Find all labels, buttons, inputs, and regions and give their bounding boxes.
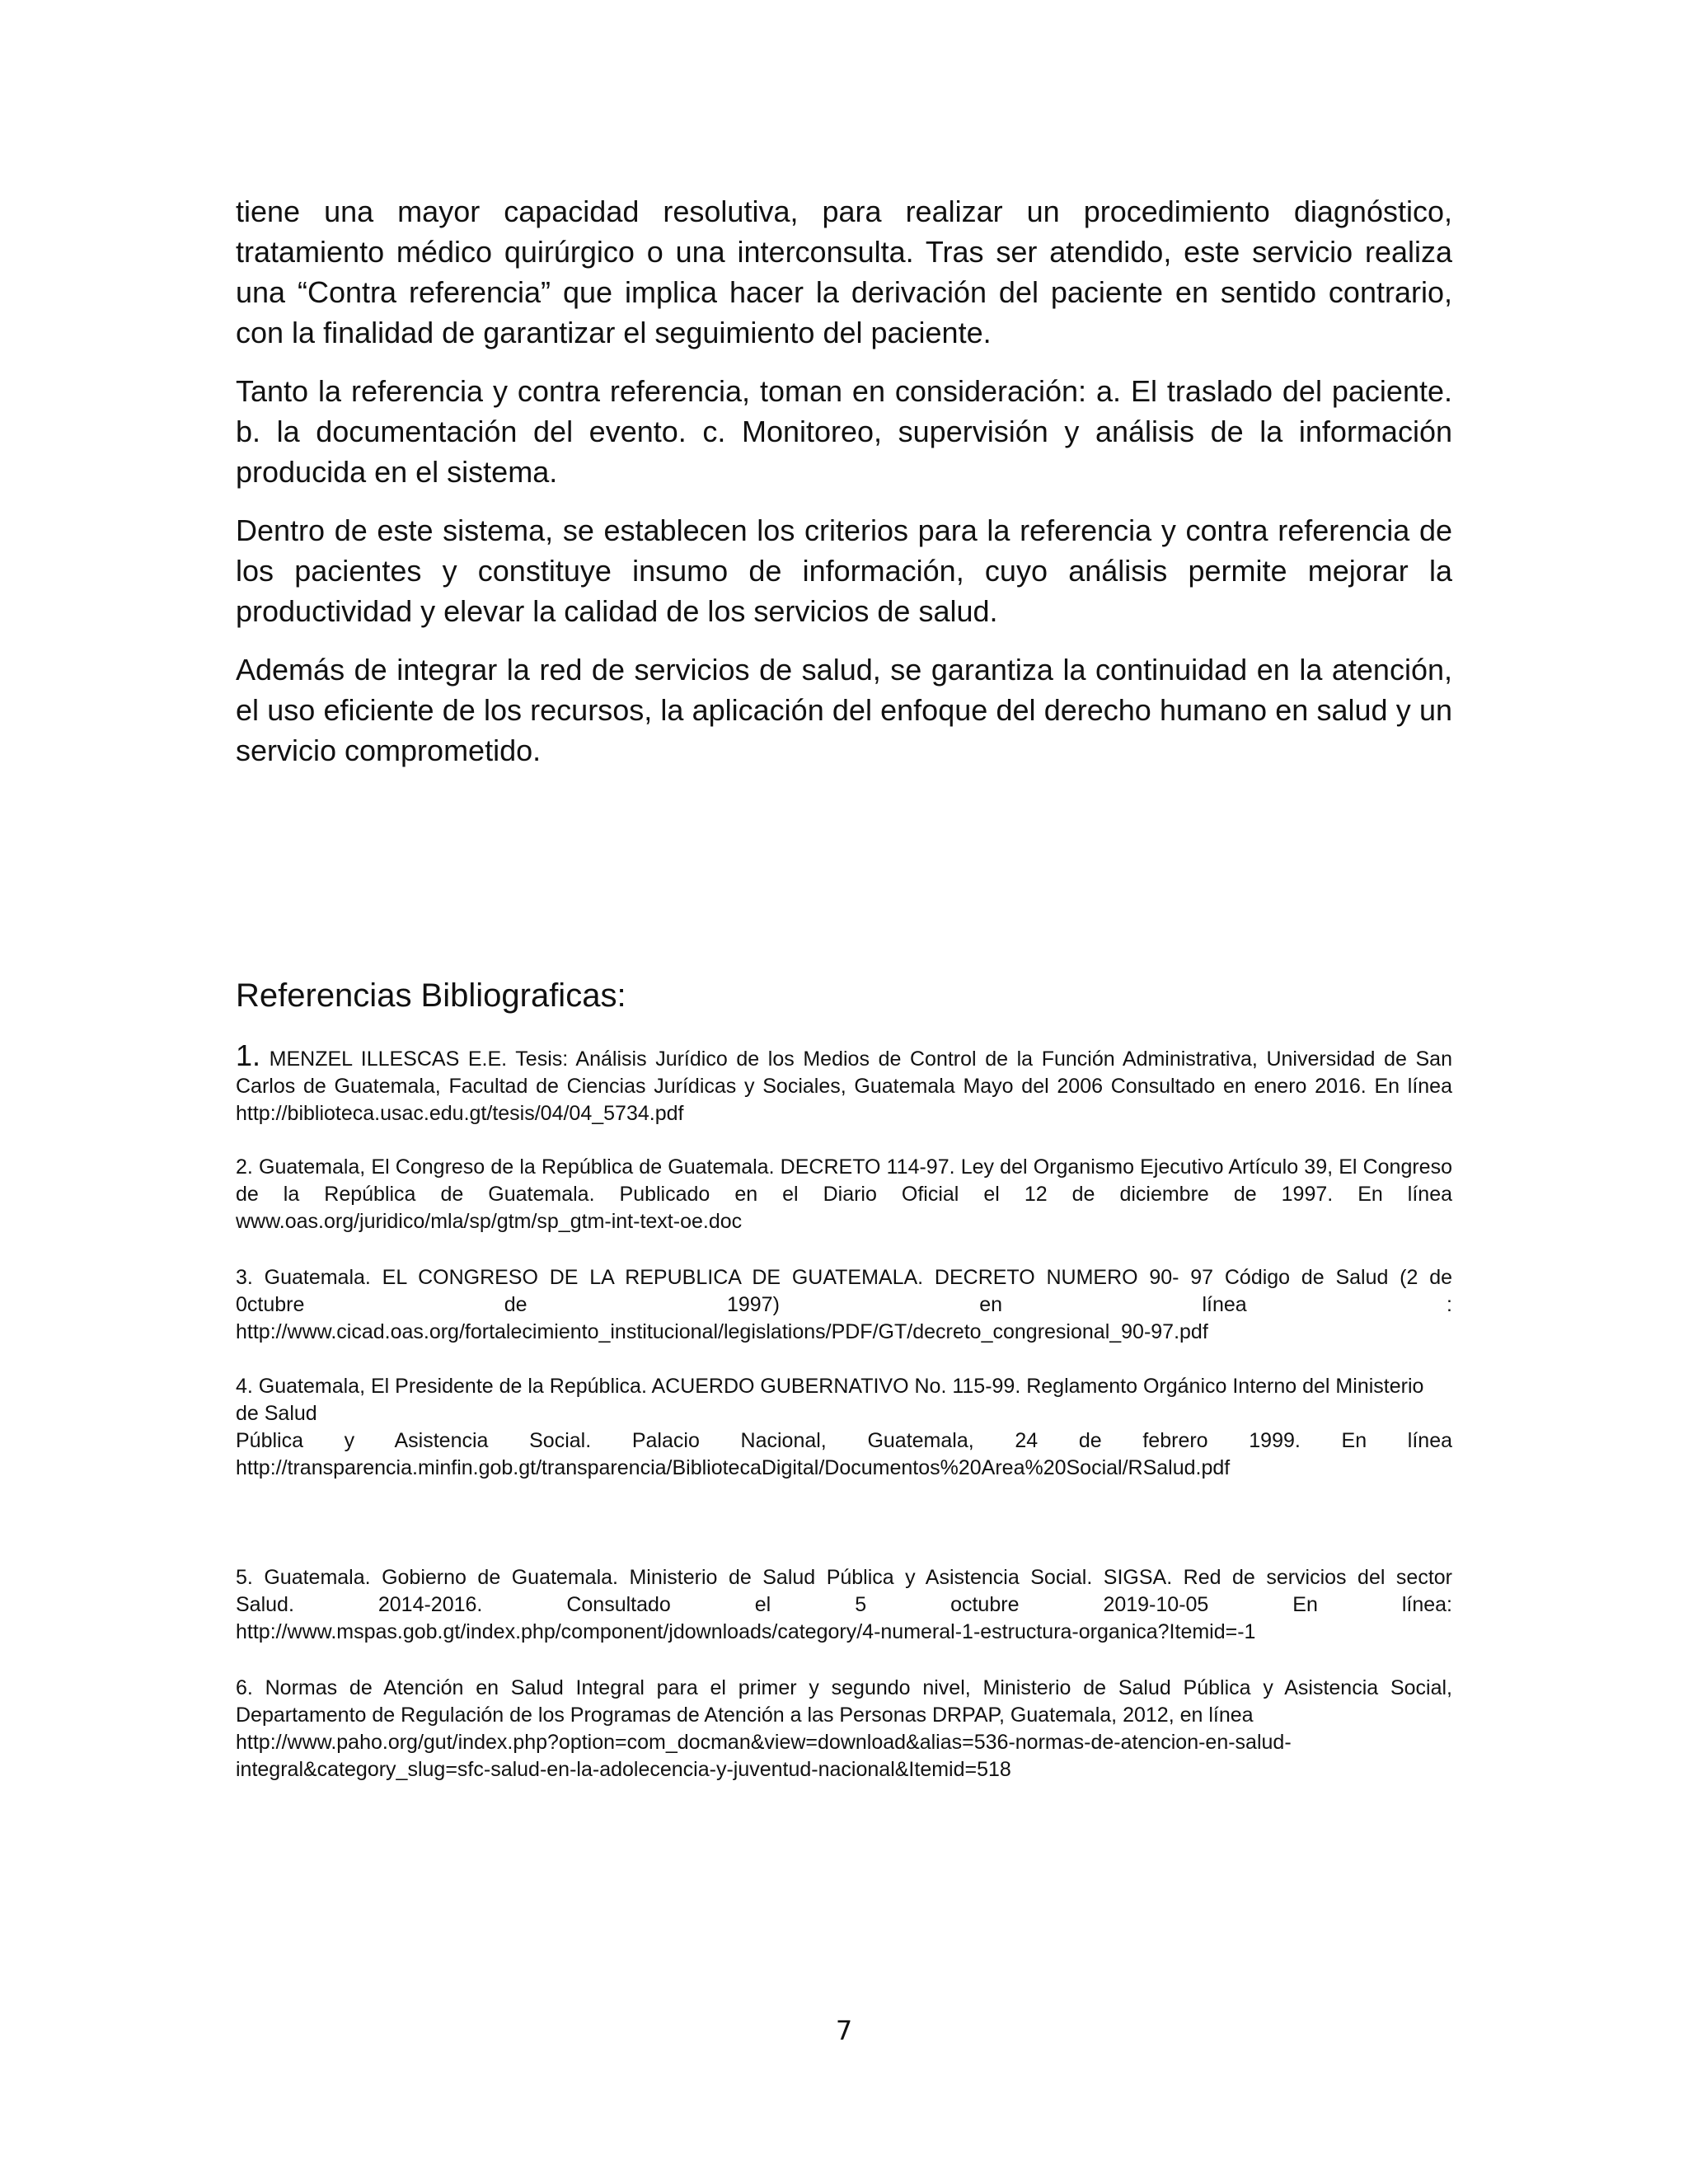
reference-4-url: http://transparencia.minfin.gob.gt/transparencia/BibliotecaDigital/Documentos%20Area%20Social/RSalud.pdf [236, 1456, 1231, 1479]
reference-1 [236, 1038, 1452, 1127]
paragraph-3: Dentro de este sistema, se establecen los criterios para la referencia y contra referencia de los pacientes y constituye insumo de información, cuyo análisis permite mejorar la productividad y elevar la calidad de los servicios de salud. [236, 513, 1452, 628]
reference-2 [236, 1154, 1452, 1235]
body-text [236, 191, 1452, 789]
reference-3 [236, 1264, 1452, 1346]
paragraph-1: tiene una mayor capacidad resolutiva, para realizar un procedimiento diagnóstico, tratamiento médico quirúrgico o una interconsulta. Tras ser atendido, este servicio realiza una “Contra referencia” que implica hacer la derivación del paciente en sentido contrario, con la finalidad de garantizar el seguimiento del paciente. [236, 194, 1452, 349]
reference-1-number: 1. [236, 1038, 261, 1072]
reference-1-text: MENZEL ILLESCAS E.E. Tesis: Análisis Jurídico de los Medios de Control de la Función Administrativa, Universidad de San Carlos de Guatemala, Facultad de Ciencias Jurídicas y Sociales, Guatemala Mayo del 2006 Consultado en enero 2016. En línea http://biblioteca.usac.edu.gt/tesis/04/04_5734.pdf [236, 1047, 1452, 1125]
reference-3-line-2: 0ctubre de 1997) en línea : [236, 1293, 1452, 1316]
reference-2-text: 2. Guatemala, El Congreso de la República de Guatemala. DECRETO 114-97. Ley del Organismo Ejecutivo Artículo 39, El Congreso de la República de Guatemala. Publicado en el Diario Oficial el 12 de diciembre de 1997. En línea www.oas.org/juridico/mla/sp/gtm/sp_gtm-int-text-oe.doc [236, 1155, 1452, 1233]
paragraph-2: Tanto la referencia y contra referencia, toman en consideración: a. El traslado del paciente. b. la documentación del evento. c. Monitoreo, supervisión y análisis de la información producida en el sistema. [236, 374, 1452, 489]
reference-4-line-1: 4. Guatemala, El Presidente de la República. ACUERDO GUBERNATIVO No. 115-99. Reglamento Orgánico Interno del Ministerio de Salud [236, 1375, 1424, 1425]
reference-6-text: 6. Normas de Atención en Salud Integral para el primer y segundo nivel, Ministerio de Salud Pública y Asistencia Social, Departamento de Regulación de los Programas de Atención a las Personas DRPAP, Guatemala, 2012, en línea [236, 1676, 1452, 1727]
paragraph-4: Además de integrar la red de servicios de salud, se garantiza la continuidad en la atención, el uso eficiente de los recursos, la aplicación del enfoque del derecho humano en salud y un servicio comprometido. [236, 653, 1452, 767]
reference-3-line-1: 3. Guatemala. EL CONGRESO DE LA REPUBLICA DE GUATEMALA. DECRETO NUMERO 90- 97 Código de Salud (2 de [236, 1266, 1452, 1289]
reference-3-url: http://www.cicad.oas.org/fortalecimiento_institucional/legislations/PDF/GT/decreto_congresional_90-97.pdf [236, 1320, 1208, 1343]
reference-5-line-2: Salud. 2014-2016. Consultado el 5 octubre 2019-10-05 En línea: [236, 1593, 1452, 1616]
reference-5-line-1: 5. Guatemala. Gobierno de Guatemala. Ministerio de Salud Pública y Asistencia Social. SIGSA. Red de servicios del sector [236, 1566, 1452, 1589]
reference-5 [236, 1564, 1452, 1646]
reference-4-line-2: Pública y Asistencia Social. Palacio Nacional, Guatemala, 24 de febrero 1999. En línea [236, 1429, 1452, 1452]
reference-4 [236, 1373, 1452, 1482]
reference-6-url-2: integral&category_slug=sfc-salud-en-la-adolecencia-y-juventud-nacional&Itemid=518 [236, 1758, 1011, 1781]
reference-6 [236, 1675, 1452, 1783]
page-number: 7 [835, 2015, 853, 2046]
reference-6-url-1: http://www.paho.org/gut/index.php?option=com_docman&view=download&alias=536-normas-de-atencion-en-salud- [236, 1731, 1292, 1754]
references-heading: Referencias Bibliograficas: [236, 977, 626, 1014]
reference-5-url: http://www.mspas.gob.gt/index.php/component/jdownloads/category/4-numeral-1-estructura-organica?Itemid=-1 [236, 1620, 1256, 1643]
